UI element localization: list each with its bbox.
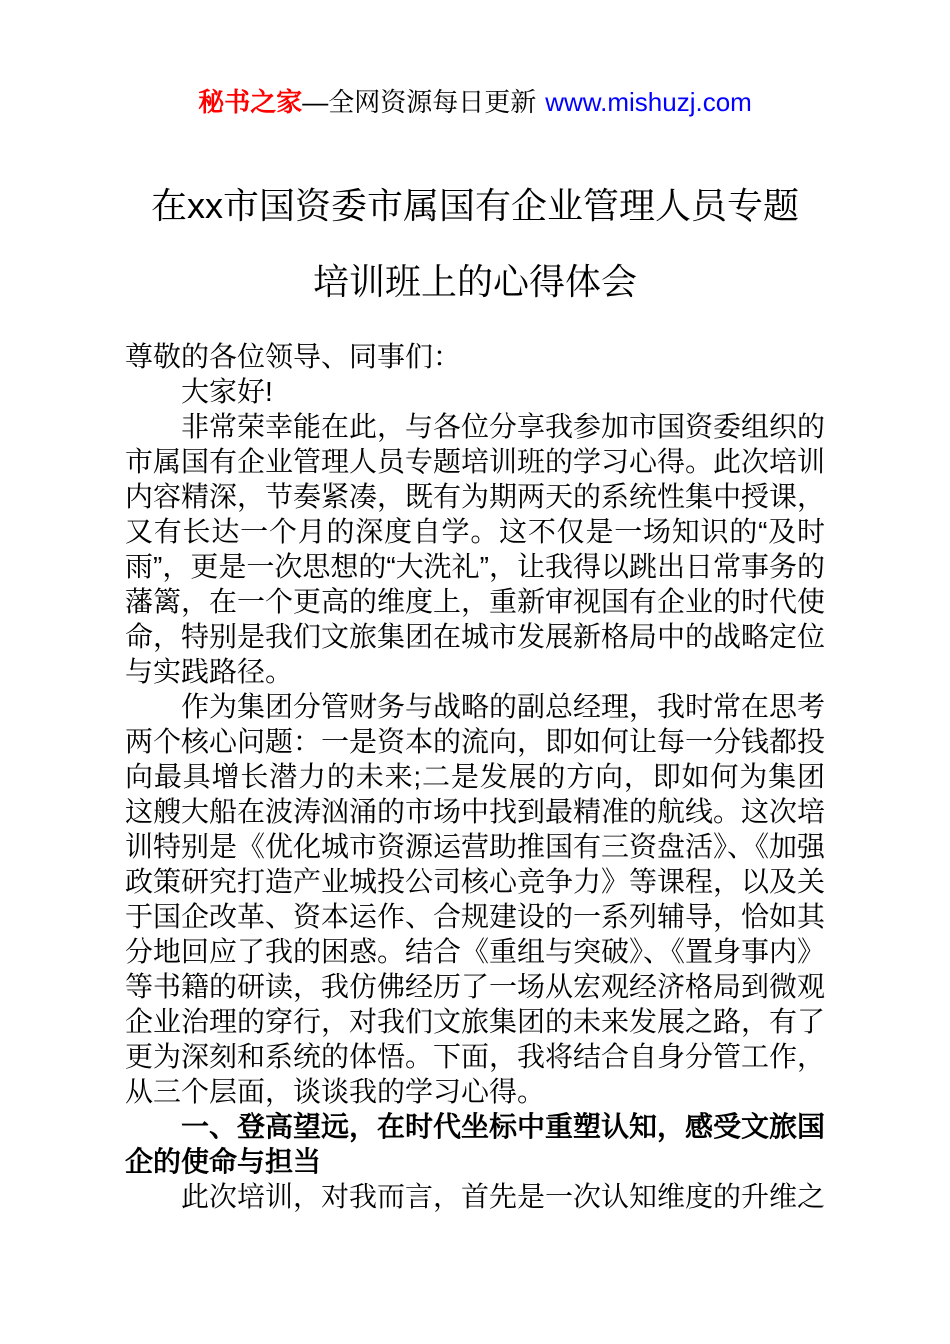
- site-header: [0, 86, 950, 118]
- title-line-2: 培训班上的心得体会: [312, 261, 637, 302]
- brand-dash: —: [302, 87, 329, 117]
- section-heading-one: 一、登高望远，在时代坐标中重塑认知，感受文旅国企的使命与担当: [125, 1111, 826, 1177]
- title-line-1: 在xx市国资委市属国有企业管理人员专题: [150, 185, 799, 226]
- document-body: [125, 339, 825, 1214]
- paragraph-section-one-opening: 此次培训，对我而言，首先是一次认知维度的升维之: [181, 1181, 826, 1212]
- header-tagline: 全网资源每日更新: [328, 87, 537, 117]
- paragraph-training-intro: 非常荣幸能在此，与各位分享我参加市国资委组织的市属国有企业管理人员专题培训班的学习心得。此次培训内容精深，节奏紧凑，既有为期两天的系统性集中授课，又有长达一个月的深度自学。这不仅是一场知识的“及时雨”，更是一次思想的“大洗礼”，让我得以跳出日常事务的藩篱，在一个更高的维度上，重新审视国有企业的时代使命，特别是我们文旅集团在城市发展新格局中的战略定位与实践路径。: [125, 411, 826, 687]
- paragraph-role-reflection: 作为集团分管财务与战略的副总经理，我时常在思考两个核心问题：一是资本的流向，即如何让每一分钱都投向最具增长潜力的未来;二是发展的方向，即如何为集团这艘大船在波涛汹涌的市场中找到最精准的航线。这次培训特别是《优化城市资源运营助推国有三资盘活》、《加强政策研究打造产业城投公司核心竞争力》等课程，以及关于国企改革、资本运作、合规建设的一系列辅导，恰如其分地回应了我的困惑。结合《重组与突破》、《置身事内》等书籍的研读，我仿佛经历了一场从宏观经济格局到微观企业治理的穿行，对我们文旅集团的未来发展之路，有了更为深刻和系统的体悟。下面，我将结合自身分管工作，从三个层面，谈谈我的学习心得。: [125, 691, 826, 1107]
- site-url-link[interactable]: www.mishuzj.com: [545, 87, 752, 117]
- paragraph-greeting: 大家好!: [181, 376, 273, 407]
- paragraph-salutation: 尊敬的各位领导、同事们：: [125, 341, 462, 372]
- brand-name: 秘书之家: [198, 87, 303, 117]
- document-title: [125, 168, 825, 320]
